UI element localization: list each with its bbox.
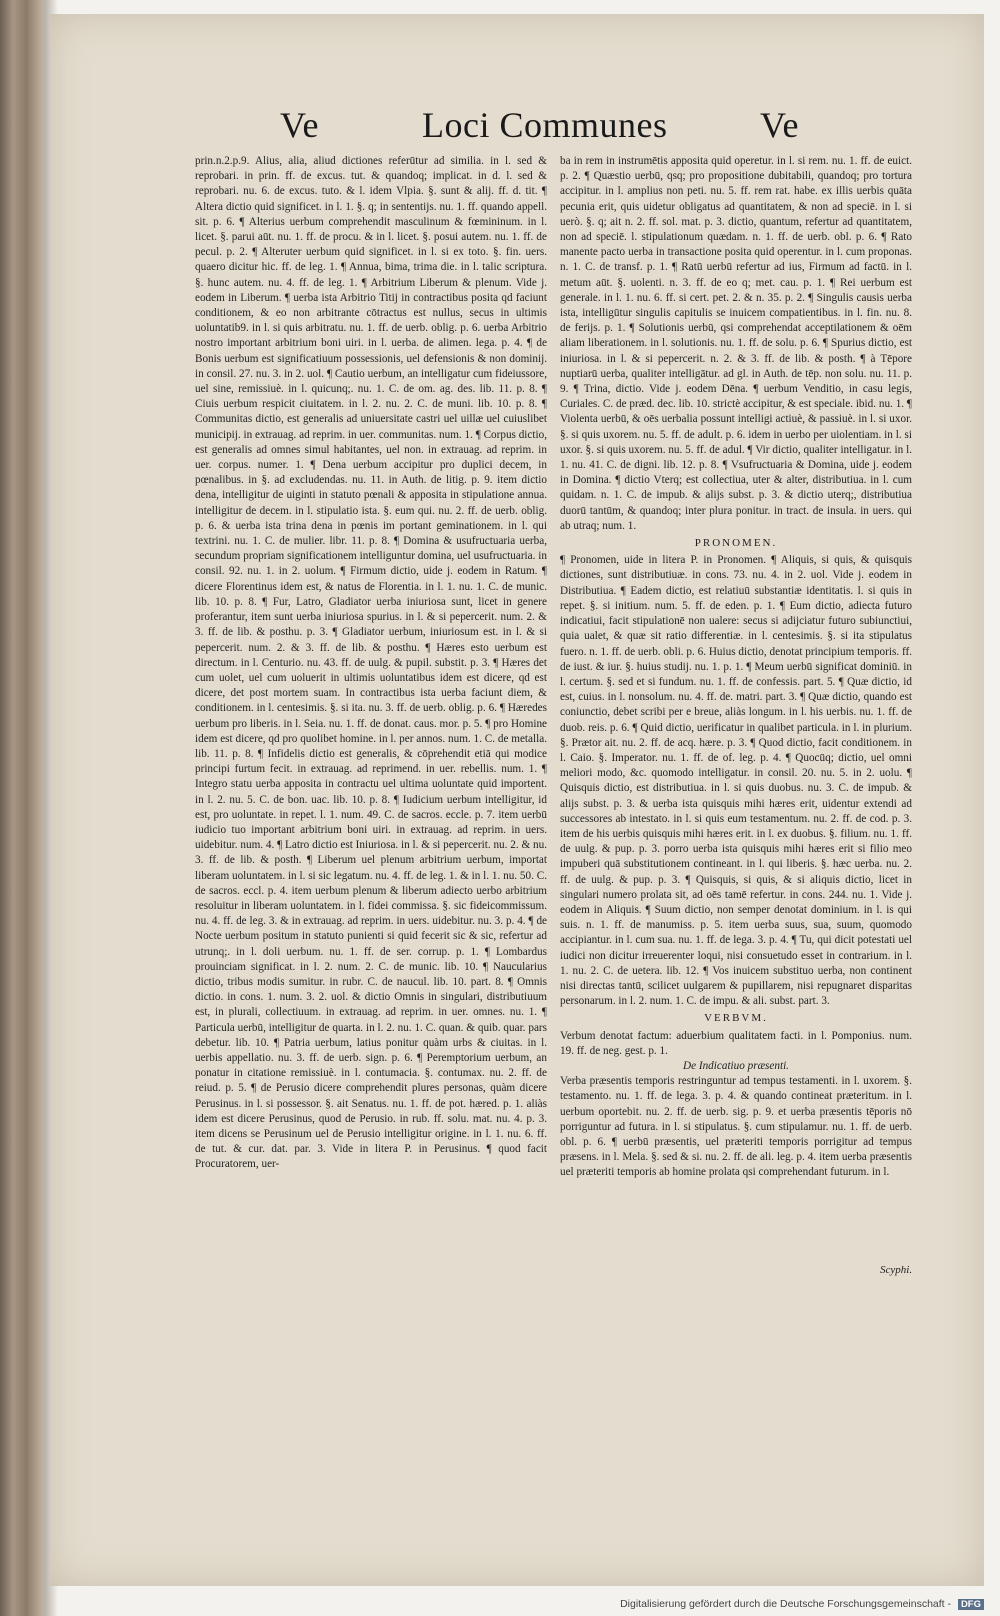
running-header [50,104,984,154]
right-column-text-4: Verba præsentis temporis restringuntur ad tempus testamenti. in l. uxorem. §. testamento. nu. 1. ff. de lega. 3. p. 4. & quando contineat præteritum. in l. uerbum oportebit. nu. 2. ff. de uerb. sig. p. 9. et uerba præsentis tēporis nō porriguntur ad futura. in l. si stipulatus. §. cum stipulamur. nu. 1. ff. de uerb. obl. p. 6. ¶ uerbū præsentis, uel præteriti temporis porrigitur ad tempus præsens. in l. Mela. §. sed & si. nu. 2. ff. de ali. leg. p. 4. item uerba præsentis uel præteriti temporis ab homine prolata qsi comprehendant futurum. in l. [560,1075,912,1179]
subheading-indicatiuo: De Indicatiuo præsenti. [683,1059,789,1072]
catchword: Scyphi. [880,1264,913,1276]
book-edge [0,0,44,1616]
section-heading-pronomen: PRONOMEN. [694,537,778,550]
right-column-text-3: Verbum denotat factum: aduerbium qualitatem facti. in l. Pomponius. num. 19. ff. de neg. gest. p. 1. [560,1029,912,1057]
header-title: Loci Communes [422,105,668,145]
digitization-footer [620,1598,984,1610]
section-heading-verbum: VERBVM. [704,1012,768,1025]
right-column-text-2: ¶ Pronomen, uide in litera P. in Pronomen. ¶ Aliquis, si quis, & quisquis dictiones, sunt distributiuæ. in cons. 73. nu. 4. in 2. uol. Vide j. eodem in Distributiua. ¶ Eadem dictio, est relatiuū substantiæ identitatis. l. si quis in repet. §. si initium. num. 5. ff. de eden. p. 1. ¶ Eum dictio, adiecta futuro indicatiui, facit stipulationē non ualere: secus si adijciatur futuro subiunctiui, quia ualet, & quæ sit ratio differentiæ. in l. centesimis. §. si ita stipulatus fuero. n. 1. ff. de uerb. obli. p. 6. Huius dictio, denotat principium temporis. ff. de iust. & iur. §. huius studij. nu. 1. p. 1. ¶ Meum uerbū significat dominiū. in l. certum. §. sed et si fundum. nu. 1. ff. de confessis. part. 5. ¶ Quæ dictio, id est, cuius. in l. nonsolum. nu. 4. ff. de. matri. part. 3. ¶ Quæ dictio, quando est coniunctio, debet scribi per e breue, aliàs longum. in l. his uerbis. nu. 1. ff. de duob. reis. p. 6. ¶ Quid dictio, uerificatur in qualibet particula. in l. in plurium. §. Prætor ait. nu. 2. ff. de acq. hære. p. 3. ¶ Quod dictio, facit conditionem. in l. Caio. §. Imperator. nu. 1. ff. de of. leg. p. 4. ¶ Quocūq; dictio, uel omni meliori modo, &c. quomodo intelligatur. in consil. 20. nu. 5. in 2. uolu. ¶ Quisquis dictio, est distributiua. in l. si quis duobus. nu. 3. C. de impub. & alijs subst. p. 3. & uerba ista quisquis mihi hæres erit, uidentur extendi ad successores ab intestato. in l. si quis eum testamentum. nu. 2. ff. de cod. p. 3. item de his uerbis quisquis mihi hæres erit. in l. ex duobus. §. filium. nu. 1. ff. de uulg. & pup. p. 3. porro uerba ista quisquis mihi hæres erit si filio meo impuberi quā substitutionem contineant. in l. qui liberis. §. hæc uerba. nu. 2. ff. de uulg. & pup. p. 3. ¶ Quisquis, si quis, & si aliquis dictio, licet in singulari numero prolata sit, ad oēs tamē refertur. in cons. 244. nu. 1. Vide j. eodem in Aliquis. ¶ Suum dictio, non semper denotat dominium. in l. is qui suis. n. 1. ff. de manumiss. p. 5. item uerba suus, sua, suum, quomodo accipiantur. in l. cum sua. nu. 1. ff. de lega. 3. p. 4. ¶ Tu, qui dicit potestati uel iudici non dicitur irreuerenter loqui, nisi consuetudo esset in contrarium. in l. 1. nu. 2. C. de uetera. lib. 12. ¶ Vos inuicem substituo uerba, non continent nisi directas tantū, scilicet uulgarem & pupillarem, nisi repugnaret disparitas personarum. in l. 2. num. 1. C. de impu. & ali. subst. part. 3. [560,554,912,1008]
page [50,14,984,1586]
left-column [195,154,547,1284]
left-column-text: prin.n.2.p.9. Alius, alia, aliud dictiones referūtur ad similia. in l. sed & reprobari. in prin. ff. de excus. tut. & quandoq; implicat. in d. l. sed & reprobari. nu. 6. de excus. tuto. & l. idem Vlpia. §. sunt & alij. ff. d. tit. ¶ Altera dictio quid significet. in l. 1. §. q; in sententijs. nu. 1. ff. quando appell. sit. p. 6. ¶ Alterius uerbum comprehendit masculinum & fœmininum. in l. licet. §. parui aūt. nu. 1. ff. de procu. & in l. licet. §. posui autem. nu. 1. ff. de pecul. p. 2. ¶ Alteruter uerbum quid significet. in l. si ex toto. §. fin. uers. quaero dicitur hic. ff. de leg. 1. ¶ Annua, bima, trima die. in l. talic scriptura. §. hunc autem. nu. 4. ff. de leg. 1. ¶ Arbitrium Liberum & plenum. Vide j. eodem in Liberum. ¶ uerba ista Arbitrio Titij in contractibus posita qd faciunt conditionem, & eo non arbitrante cōtractus est nullus, secus in ultimis uoluntatib9. in l. si quis arbitratu. nu. 1. ff. de uerb. oblig. p. 6. uerba Arbitrio nostro important arbitrium boni uiri. in l. uerba. de alimen. lega. p. 4. ¶ de Bonis uerbum est significatiuum possessionis, uel defensionis & non dominij. in consil. 27. nu. 3. in 2. uol. ¶ Cautio uerbum, an intelligatur cum fideiussore, uel sine, remissiuè. in l. quicunq;. nu. 1. C. de om. ag. des. lib. 11. p. 8. ¶ Ciuis uerbum respicit ciuitatem. in l. 2. nu. 2. C. de muni. lib. 10. p. 8. ¶ Communitas dictio, est generalis ad uniuersitate castri uel uillæ uel cuiuslibet municipij. in extrauag. ad reprim. in uer. communitas. num. 1. ¶ Corpus dictio, est generalis ad omnes simul habitantes, uel non. in extrauag. ad reprim. in uer. corpus. numer. 1. ¶ Dena uerbum accipitur pro duplici decem, in pœnalibus. in §. ad excludendas. nu. 11. in Auth. de litig. p. 9. item dictio dena, intelligitur de uiginti in statuto pœnali & apposita in stipulatione annua. intelligitur de decem. in l. stipulatio ista. §. eum qui. nu. 2. ff. de uerb. oblig. p. 6. & uerba ista trina dena in pœnis im portant geminationem. in l. qui textrini. nu. 1. C. de mulier. libr. 11. p. 8. ¶ Domina & usufructuaria uerba, secundum propriam significationem intelliguntur domina, uel usufructuaria. in consil. 92. nu. 1. in 2. uolum. ¶ Firmum dictio, uide j. eodem in Ratum. ¶ dicere Florentinus idem est, & natus de Florentia. in l. 1. nu. 1. C. de munic. lib. 10. p. 8. ¶ Fur, Latro, Gladiator uerba iniuriosa sunt, licet in genere proferantur, item sunt uerba iniuriosa spurius. in l. & si pepercerit. num. 2. & 3. ff. de lib. & posthu. p. 3. ¶ Gladiator uerbum, iniuriosum est. in l. & si pepercerit. num. 2. & 3. ff. de lib. & posthu. ¶ Hæres esto uerbum est directum. in l. Centurio. nu. 43. ff. de uulg. & pupil. substit. p. 3. ¶ Hæres det cum uolet, uel cum uoluerit in ultimis uoluntatibus idem est dicere, qd est dicere, det post mortem suam. In contractibus ista uerba faciunt diem, & conditionem. in l. centesimis. §. si ita. nu. 3. ff. de uerb. oblig. p. 6. ¶ Hæredes uerbum pro liberis. in l. Seia. nu. 1. ff. de donat. caus. mor. p. 5. ¶ pro Homine idem est dicere, qd pro quolibet homine. in l. per annos. num. 1. C. de metalla. lib. 11. p. 8. ¶ Infidelis dictio est generalis, & cōprehendit etiā qui modice principi furtum fecit. in extrauag. ad reprimend. in uer. rebellis. num. 1. ¶ Integro statu uerba apposita in contractu uel ultima uoluntate quid importent. in l. 2. nu. 5. C. de bon. uac. lib. 10. p. 8. ¶ Iudicium uerbum intelligitur, id est, pro uoluntate. in repet. l. 1. num. 49. C. de sacros. eccle. p. 7. item uerbū iudicio tuo important arbitrium boni uiri. in extrauag. ad reprim. in uers. uidebitur. num. 4. ¶ Latro dictio est Iniuriosa. in l. & si pepercerit. nu. 2. & nu. 3. ff. de lib. & posth. ¶ Liberum uel plenum arbitrium uerbum, importat liberam uoluntatem. in l. si sic legatum. nu. 4. ff. de leg. 1. & in l. 1. nu. 50. C. de sacros. eccl. p. 4. item uerbum plenum & liberum adiecto uerbo arbitrium resoluitur in liberam uoluntatem. in l. fidei commissa. §. sic fideicommissum. nu. 4. ff. de leg. 3. & in extrauag. ad reprim. in uers. uidebitur. nu. 3. p. 4. ¶ de Nocte uerbum positum in statuto punienti si quid fecerit sic & sic, refertur ad utrunq;. in l. doli uerbum. nu. 1. ff. de ser. corrup. p. 1. ¶ Lombardus prouinciam significat. in l. 2. num. 2. C. de munic. lib. 10. ¶ Naucularius dictio, tribus modis sumitur. in rubr. C. de naucul. lib. 10. part. 8. ¶ Omnis dictio. in cons. 1. num. 3. 2. uol. & dictio Omnis in singulari, distributiuum est, in plurali, collectiuum. in extrauag. ad reprim. in uer. omnes. nu. 1. ¶ Particula uerbū, intelligitur de quarta. in l. 2. nu. 1. C. quan. & quib. quar. pars debetur. lib. 10. ¶ Patria uerbum, latius ponitur quàm urbs & ciuitas. in l. uerbis appellatio. nu. 3. ff. de uerb. sign. p. 6. ¶ Peremptorium uerbum, an ponatur in citatione remissiuè. in l. contumacia. §. contumax. nu. 2. ff. de reiud. p. 5. ¶ de Perusio dicere comprehendit plures personas, quàm dicere Perusinus. in l. si possessor. §. ait Senatus. nu. 1. ff. de pot. hæred. p. 1. aliàs idem est dicere Perusinus, quod de Perusio. in rub. ff. solu. mat. nu. 4. p. 3. item dicens se Perusinum uel de Perusio intelligitur origine. in l. 1. nu. 6. ff. de tut. & cur. dat. par. 3. Vide in litera P. in Perusinus. ¶ quod facit Procuratorem, uer- [195,155,547,1171]
dfg-logo: DFG [958,1599,984,1610]
header-left: Ve [280,105,319,145]
footer-text: Digitalisierung gefördert durch die Deutsche Forschungsgemeinschaft - [620,1598,952,1610]
header-right: Ve [760,105,799,145]
right-column [560,154,912,1424]
right-column-text-1: ba in rem in instrumētis apposita quid operetur. in l. si rem. nu. 1. ff. de euict. p. 2. ¶ Quæstio uerbū, qsq; pro propositione dubitabili, quandoq; pro tortura accipitur. in l. amplius non peti. nu. 5. ff. rem rat. habe. ex illis uerbis quāta pecunia erit, quis uidetur obligatus ad quantitatem, & non ad speciē. in l. si uerò. §. q; ait n. 2. ff. sol. mat. p. 3. dictio, quantum, refertur ad quantitatem, non ad speciē. l. stipulationum quædam. n. 1. ff. de uerb. obl. p. 6. ¶ Rato manente pacto uerba in transactione posita quid operentur. in l. cum proponas. n. 1. C. de transf. p. 1. ¶ Ratū uerbū refertur ad ius, Firmum ad factū. in l. metum aūt. §. uolenti. n. 3. ff. de eo q; met. cau. p. 1. ¶ Rei uerbum est generale. in l. 1. nu. 6. ff. si cert. pet. 2. & n. 35. p. 2. ¶ Singulis causis uerba ista, intelligūtur singulis capitulis se inuicem compatientibus. in l. fin. nu. 8. de ferijs. p. 1. ¶ Solutionis uerbū, qsi comprehendat acceptilationem & oēm aliam liberationem. in l. solutionis. nu. 1. ff. de solu. p. 6. ¶ Spurius dictio, est iniuriosa. in l. & si pepercerit. n. 2. & 3. ff. de lib. & posth. ¶ à Tēpore nuptiarū uerba, qualiter intelligātur. ad gl. in Auth. de tēp. non solu. nu. 11. p. 9. ¶ Trina, dictio. Vide j. eodem Dēna. ¶ uerbum Venditio, in casu legis, Curiales. C. de præd. dec. lib. 10. strictè accipitur, & est speciale. ibid. nu. 1. ¶ Violenta uerbū, & oēs uerbalia possunt intelligi actiuè, & passiuè. in l. si uxor. §. si quis uxorem. nu. 5. ff. de adult. p. 6. idem in uerbo per uiolentiam. in l. si uxor. §. si quis uxorem. nu. 5. ff. de adul. ¶ Vir dictio, qualiter intelligatur. in l. 1. nu. 41. C. de digni. lib. 12. p. 8. ¶ Vsufructuaria & Domina, uide j. eodem in Domina. ¶ dictio Vterq; est collectiua, uter & alter, distributiua. in l. cum quidam. n. 1. C. de impub. & alijs subst. p. 3. & dictio uterq;, distributiua duorū tantūm, & quandoq; inter plura ponitur. in tract. de insula. in uers. qui ab utraq; num. 1. [560,155,912,532]
